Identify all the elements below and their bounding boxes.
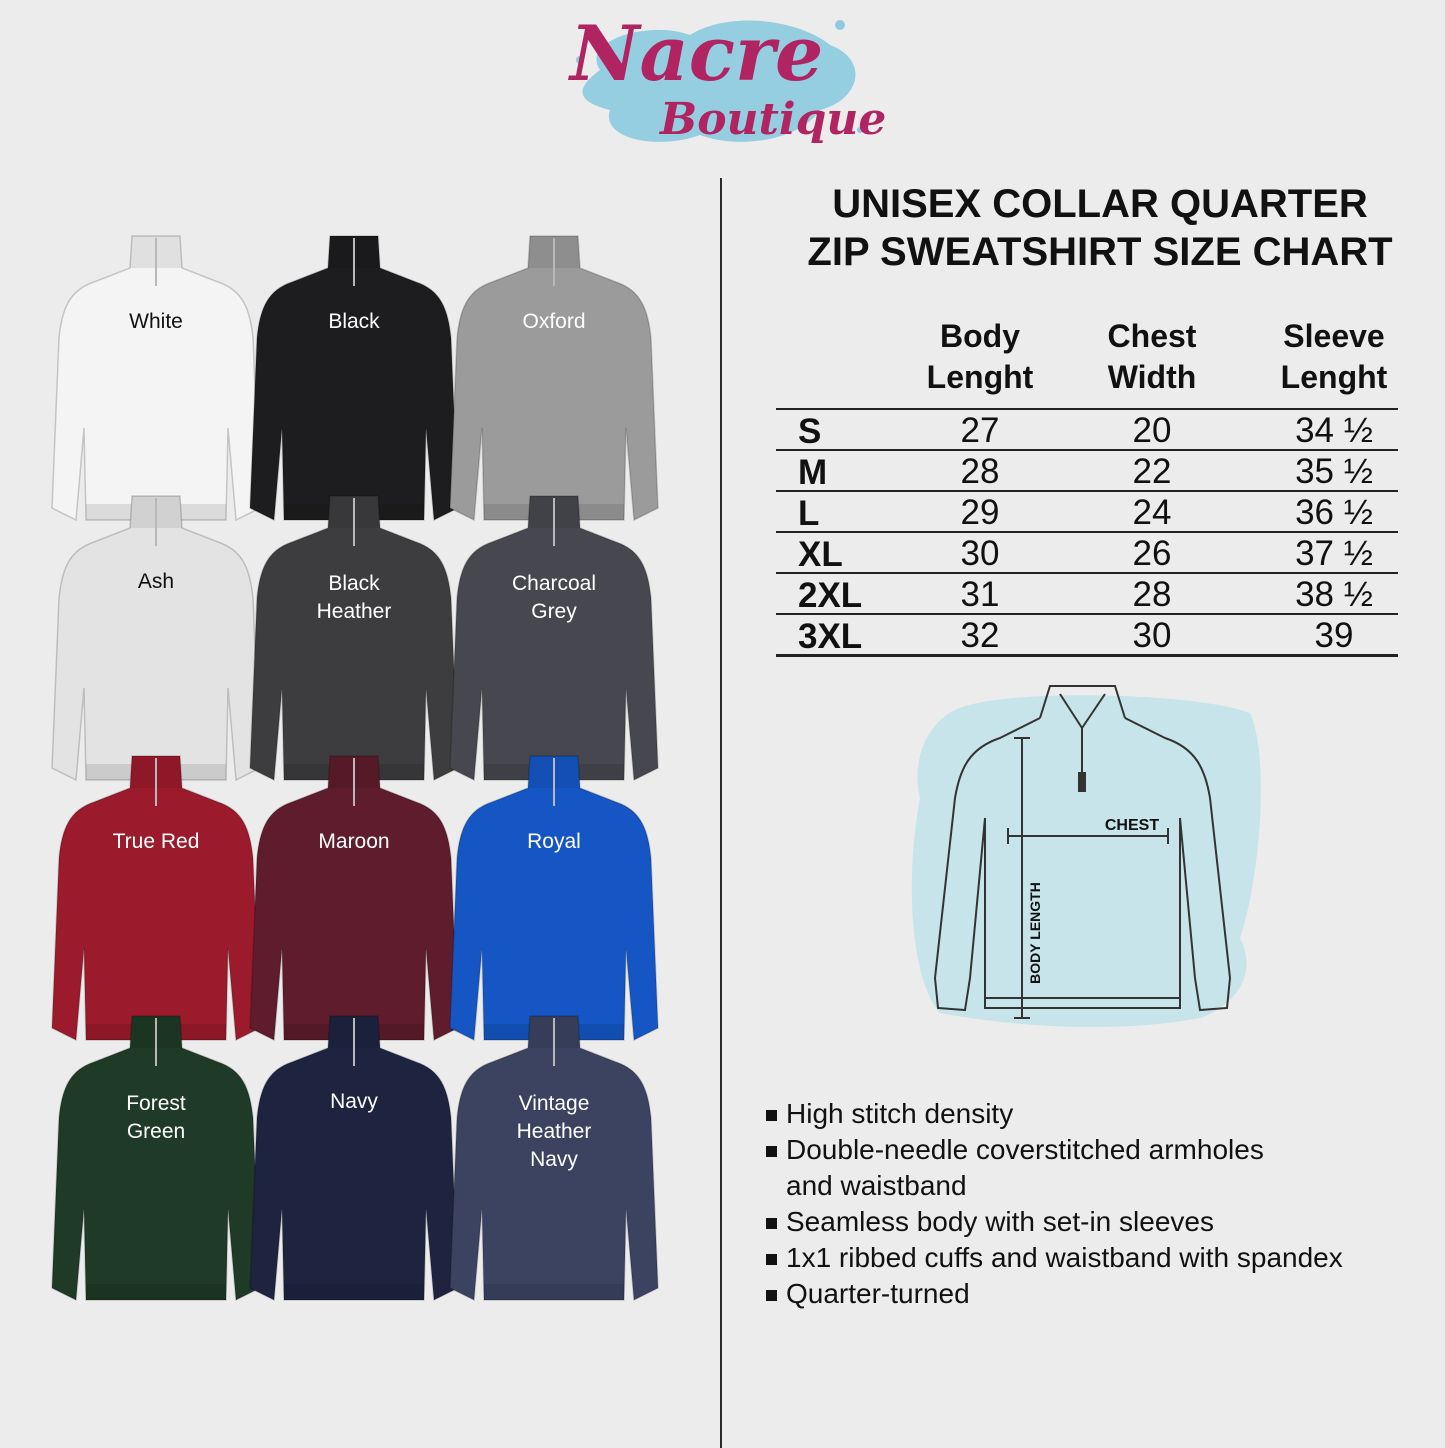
color-name-label: Navy [330, 1090, 378, 1113]
color-swatch [50, 1008, 262, 1308]
list-item [766, 1204, 1436, 1240]
body-length-value: 27 [960, 411, 1000, 450]
bullet-icon [766, 1254, 777, 1265]
list-item [766, 1096, 1436, 1132]
sleeve-length-value: 37 ½ [1295, 534, 1373, 573]
table-row [776, 408, 1398, 449]
sweatshirt-icon [448, 488, 660, 788]
measurement-diagram [900, 678, 1270, 1038]
chart-title: UNISEX COLLAR QUARTER ZIP SWEATSHIRT SIZE CHART [807, 182, 1393, 274]
body-length-value: 29 [960, 493, 1000, 532]
table-row [776, 613, 1398, 657]
feature-text: Seamless body with set-in sleeves [786, 1206, 1214, 1237]
color-swatch [50, 488, 262, 788]
feature-text: Quarter-turned [786, 1278, 970, 1309]
sleeve-length-value: 38 ½ [1295, 575, 1373, 614]
size-label: XL [798, 535, 843, 574]
sweatshirt-icon [50, 748, 262, 1048]
svg-text:BODY LENGTH: BODY LENGTH [1027, 882, 1043, 984]
sleeve-length-value: 34 ½ [1295, 411, 1373, 450]
table-row [776, 531, 1398, 572]
chest-width-value: 28 [1132, 575, 1172, 614]
feature-text: Double-needle coverstitched armholes and waistband [786, 1134, 1264, 1201]
color-name-label: Forest Green [126, 1092, 186, 1143]
brand-logo [540, 0, 887, 165]
color-swatch [448, 488, 660, 788]
sweatshirt-icon [248, 488, 460, 788]
table-row [776, 449, 1398, 490]
color-name-label: Ash [137, 570, 175, 593]
size-label: 2XL [798, 576, 863, 615]
sleeve-length-value: 39 [1314, 616, 1354, 655]
header-chest-width: Chest Width [1107, 318, 1197, 395]
color-name-label: Royal [527, 830, 581, 853]
color-name-label: Vintage Heather Navy [516, 1092, 592, 1171]
vertical-divider [720, 178, 722, 1448]
color-name-label: Oxford [522, 310, 586, 333]
sleeve-length-value: 36 ½ [1295, 493, 1373, 532]
body-length-value: 32 [960, 616, 1000, 655]
color-swatch [50, 748, 262, 1048]
list-item [766, 1132, 1436, 1204]
size-label: L [798, 494, 820, 533]
sweatshirt-icon [50, 228, 262, 528]
feature-text: 1x1 ribbed cuffs and waistband with spandex [786, 1242, 1343, 1273]
color-name-label: Charcoal Grey [511, 572, 597, 623]
color-swatch [248, 228, 460, 528]
feature-list [766, 1096, 1436, 1312]
chest-width-value: 26 [1132, 534, 1172, 573]
bullet-icon [766, 1110, 777, 1121]
body-length-value: 31 [960, 575, 1000, 614]
color-name-label: Maroon [318, 830, 390, 853]
color-name-label: Black [328, 310, 380, 333]
sweatshirt-icon [248, 1008, 460, 1308]
color-swatch [448, 1008, 660, 1308]
chest-width-value: 22 [1132, 452, 1172, 491]
size-label: 3XL [798, 617, 863, 656]
chest-width-value: 20 [1132, 411, 1172, 450]
brand-name-line1: Nacre [570, 9, 824, 98]
sweatshirt-outline-icon [900, 678, 1270, 1038]
size-label: M [798, 453, 828, 492]
size-label: S [798, 412, 822, 451]
chest-width-value: 30 [1132, 616, 1172, 655]
header-body-length: Body Lenght [926, 318, 1034, 395]
color-swatch [248, 748, 460, 1048]
svg-text:CHEST: CHEST [1104, 817, 1160, 834]
sweatshirt-icon [448, 748, 660, 1048]
color-swatch [50, 228, 262, 528]
chest-width-value: 24 [1132, 493, 1172, 532]
body-length-value: 30 [960, 534, 1000, 573]
color-name-label: Black Heather [316, 572, 392, 623]
body-length-value: 28 [960, 452, 1000, 491]
bullet-icon [766, 1290, 777, 1301]
sleeve-length-value: 35 ½ [1295, 452, 1373, 491]
header-sleeve-length: Sleeve Lenght [1280, 318, 1388, 395]
sweatshirt-icon [248, 748, 460, 1048]
brand-name-line2: Boutique [660, 94, 887, 145]
bullet-icon [766, 1146, 777, 1157]
list-item [766, 1276, 1436, 1312]
color-swatch [448, 748, 660, 1048]
sweatshirt-icon [448, 228, 660, 528]
sweatshirt-icon [50, 1008, 262, 1308]
bullet-icon [766, 1218, 777, 1229]
size-table [776, 408, 1398, 657]
table-row [776, 490, 1398, 531]
color-swatch [448, 228, 660, 528]
color-name-label: White [129, 310, 183, 333]
color-swatch [248, 1008, 460, 1308]
color-swatch [248, 488, 460, 788]
sweatshirt-icon [248, 228, 460, 528]
color-name-label: True Red [112, 830, 200, 853]
table-row [776, 572, 1398, 613]
sweatshirt-icon [50, 488, 262, 788]
feature-text: High stitch density [786, 1098, 1014, 1129]
list-item [766, 1240, 1436, 1276]
